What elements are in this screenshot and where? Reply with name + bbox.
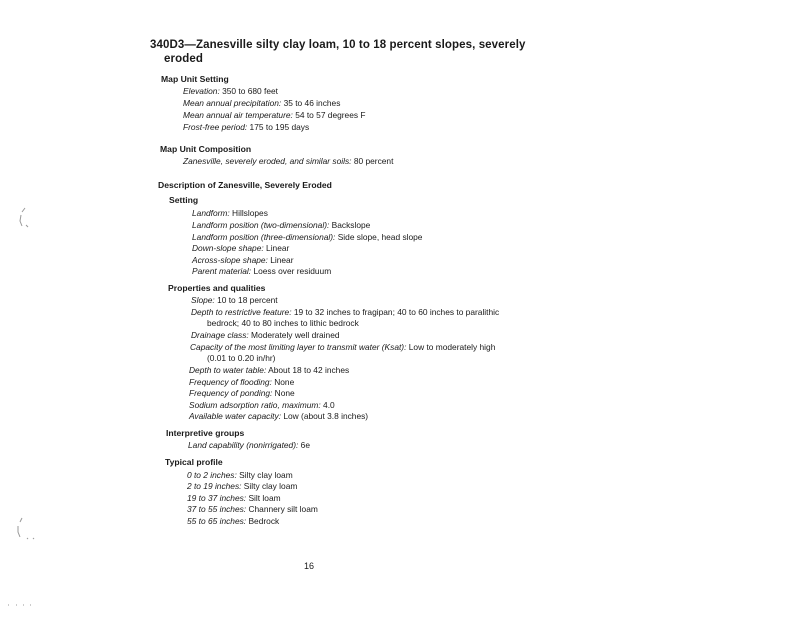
flooding-row <box>189 377 294 388</box>
row-label: Parent material: <box>192 266 252 276</box>
profile-layer-row <box>187 504 318 515</box>
row-label: Available water capacity: <box>189 411 282 421</box>
across-slope-shape-row <box>192 255 294 266</box>
down-slope-shape-row <box>192 243 289 254</box>
restrictive-feature-continued: bedrock; 40 to 80 inches to lithic bedrock <box>207 318 359 328</box>
row-label: Depth to restrictive feature: <box>191 307 292 317</box>
scan-mark-artifact <box>6 602 36 608</box>
slope-row <box>191 295 278 306</box>
setting-heading: Setting <box>169 195 199 205</box>
drainage-class-row <box>191 330 340 341</box>
restrictive-feature-row <box>191 307 499 318</box>
row-value: 19 to 32 inches to fragipan; 40 to 60 inches to paralithic <box>291 307 500 317</box>
row-value: Silty clay loam <box>236 470 293 480</box>
row-value: 54 to 57 degrees F <box>292 110 366 120</box>
row-value: Linear <box>263 243 290 253</box>
landform-position-2d-row <box>192 220 370 231</box>
row-label: Drainage class: <box>191 330 249 340</box>
row-value: Loess over residuum <box>251 266 332 276</box>
row-value: Side slope, head slope <box>335 232 423 242</box>
ponding-row <box>189 388 295 399</box>
row-label: Frequency of ponding: <box>189 388 273 398</box>
row-value: 6e <box>298 440 310 450</box>
row-label: Mean annual precipitation: <box>183 98 282 108</box>
page-number: 16 <box>304 561 315 571</box>
page-title <box>150 38 570 66</box>
row-label: 37 to 55 inches: <box>187 504 247 514</box>
row-value: Linear <box>267 255 294 265</box>
row-label: 55 to 65 inches: <box>187 516 247 526</box>
map-unit-composition-heading: Map Unit Composition <box>160 144 252 154</box>
row-value: Moderately well drained <box>248 330 340 340</box>
title-line-1: 340D3—Zanesville silty clay loam, 10 to 18 percent slopes, severely <box>150 39 526 51</box>
row-label: Frequency of flooding: <box>189 377 272 387</box>
row-label: Landform: <box>192 208 230 218</box>
interpretive-groups-heading: Interpretive groups <box>166 428 245 438</box>
elevation-row <box>183 86 278 97</box>
row-label: 0 to 2 inches: <box>187 470 237 480</box>
row-label: Mean annual air temperature: <box>183 110 293 120</box>
parent-material-row <box>192 266 331 277</box>
row-label: Slope: <box>191 295 215 305</box>
title-line-2: eroded <box>164 53 203 65</box>
properties-heading: Properties and qualities <box>168 283 266 293</box>
row-value: Bedrock <box>246 516 280 526</box>
water-table-row <box>189 365 349 376</box>
row-label: Landform position (two-dimensional): <box>192 220 330 230</box>
landform-row <box>192 208 268 219</box>
row-value: 4.0 <box>320 400 335 410</box>
profile-layer-row <box>187 493 281 504</box>
row-label: Land capability (nonirrigated): <box>188 440 299 450</box>
typical-profile-heading: Typical profile <box>165 457 223 467</box>
map-unit-setting-heading: Map Unit Setting <box>161 74 229 84</box>
row-label: Depth to water table: <box>189 365 267 375</box>
row-label: Frost-free period: <box>183 122 248 132</box>
row-value: Low (about 3.8 inches) <box>281 411 369 421</box>
precipitation-row <box>183 98 340 109</box>
row-label: Zanesville, severely eroded, and similar soils: <box>183 156 352 166</box>
row-value: About 18 to 42 inches <box>266 365 350 375</box>
profile-layer-row <box>187 470 293 481</box>
sodium-adsorption-row <box>189 400 335 411</box>
profile-layer-row <box>187 481 297 492</box>
row-value: Backslope <box>329 220 371 230</box>
air-temperature-row <box>183 110 366 121</box>
row-label: Capacity of the most limiting layer to transmit water (Ksat): <box>190 342 407 352</box>
description-heading: Description of Zanesville, Severely Eroded <box>158 180 332 190</box>
composition-row <box>183 156 393 167</box>
row-value: Silty clay loam <box>241 481 298 491</box>
scan-mark-artifact <box>16 206 30 230</box>
row-value: Hillslopes <box>229 208 268 218</box>
row-label: Landform position (three-dimensional): <box>192 232 336 242</box>
row-label: Elevation: <box>183 86 220 96</box>
row-value: Silt loam <box>246 493 281 503</box>
land-capability-row <box>188 440 310 451</box>
row-value: None <box>272 388 295 398</box>
row-value: 10 to 18 percent <box>214 295 278 305</box>
row-value: Low to moderately high <box>406 342 496 352</box>
row-value: 80 percent <box>351 156 394 166</box>
row-value: Channery silt loam <box>246 504 318 514</box>
row-value: None <box>271 377 295 387</box>
landform-position-3d-row <box>192 232 422 243</box>
scan-mark-artifact <box>14 516 38 542</box>
row-label: Down-slope shape: <box>192 243 264 253</box>
row-label: Sodium adsorption ratio, maximum: <box>189 400 321 410</box>
ksat-capacity-continued: (0.01 to 0.20 in/hr) <box>207 353 276 363</box>
profile-layer-row <box>187 516 279 527</box>
available-water-row <box>189 411 368 422</box>
row-label: 2 to 19 inches: <box>187 481 242 491</box>
ksat-capacity-row <box>190 342 495 353</box>
row-label: Across-slope shape: <box>192 255 268 265</box>
row-value: 175 to 195 days <box>247 122 310 132</box>
row-label: 19 to 37 inches: <box>187 493 247 503</box>
frost-free-row <box>183 122 309 133</box>
row-value: 350 to 680 feet <box>219 86 278 96</box>
row-value: 35 to 46 inches <box>281 98 341 108</box>
